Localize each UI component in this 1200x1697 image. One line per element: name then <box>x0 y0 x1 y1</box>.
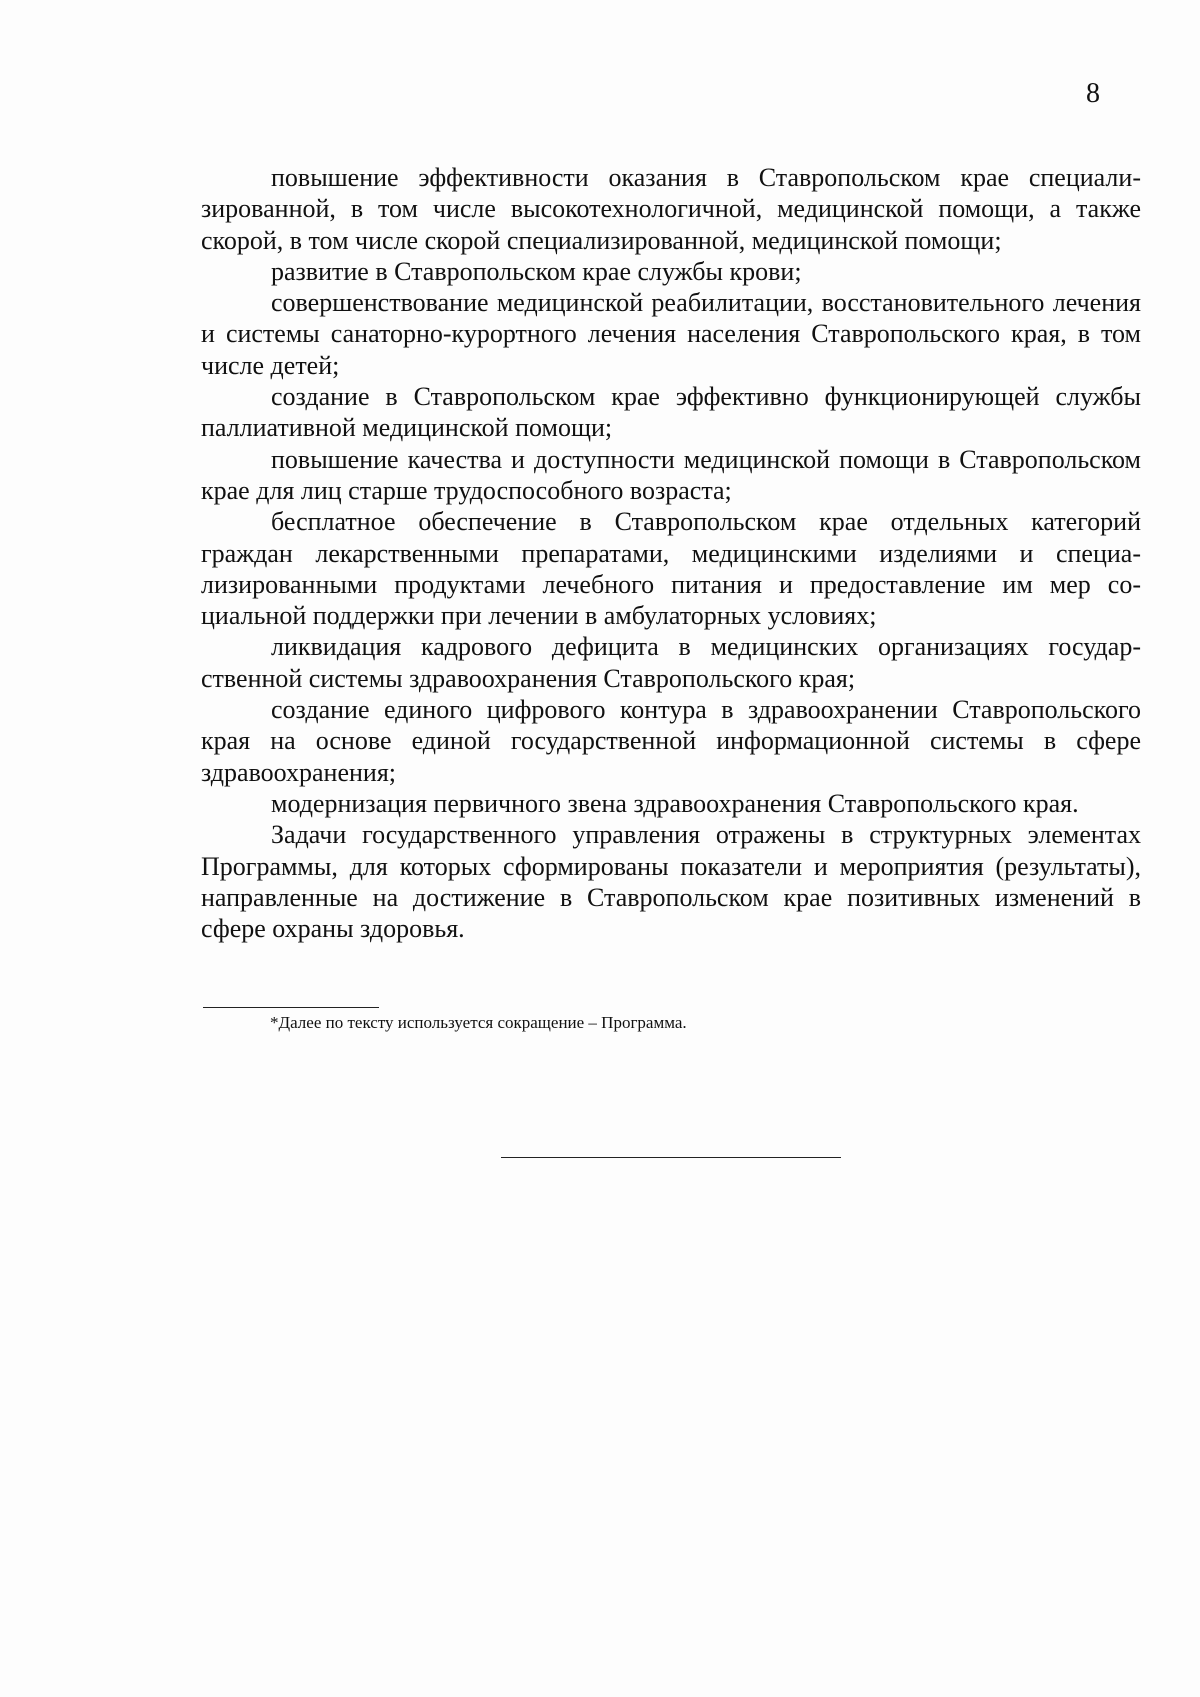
paragraph-rehabilitation: совершенствование медицинской реабилитации, восстановительного лечения и системы санаторно-курортного лечения населения Ставропольского края, в том числе детей; <box>201 288 1141 380</box>
body-text <box>201 162 1141 944</box>
paragraph-palliative-care: создание в Ставропольском крае эффективно функционирующей службы паллиативной медицинской помощи; <box>201 382 1141 443</box>
paragraph-blood-service: развитие в Ставропольском крае службы крови; <box>271 256 802 286</box>
paragraph-specialized-care: повышение эффективности оказания в Ставропольском крае специализированной, в том числе высокотехнологичной, медицинской помощи, а также скорой, в том числе скорой специализированной, медицинской помощи; <box>201 163 1141 255</box>
paragraph-governance-tasks: Задачи государственного управления отражены в структурных элементах Программы, для которых сформированы показатели и мероприятия (результаты), направленные на достижение в Ставропольском крае позитивных изменений в сфере охраны здоровья. <box>201 820 1141 944</box>
paragraph-digital-circuit: создание единого цифрового контура в здравоохранении Ставропольского края на основе единой государственной информационной системы в сфере здравоохранения; <box>201 695 1141 787</box>
paragraph-primary-care: модернизация первичного звена здравоохранения Ставропольского края. <box>271 788 1079 818</box>
end-of-document-rule <box>501 1157 841 1158</box>
paragraph-elderly-care: повышение качества и доступности медицинской помощи в Ставропольском крае для лиц старше трудоспособного возраста; <box>201 444 1141 505</box>
footnote-separator <box>203 1007 379 1008</box>
paragraph-staff-shortage: ликвидация кадрового дефицита в медицинских организациях государственной системы здравоохранения Ставропольского края; <box>201 632 1141 693</box>
paragraph-free-medicines: бесплатное обеспечение в Ставропольском крае отдельных категорий граждан лекарственными препаратами, медицинскими изделиями и специализированными продуктами лечебного питания и предоставление им мер социальной поддержки при лечении в амбулаторных условиях; <box>201 507 1141 631</box>
footnote: *Далее по тексту используется сокращение – Программа. <box>270 1013 687 1032</box>
page-number: 8 <box>1086 78 1100 109</box>
